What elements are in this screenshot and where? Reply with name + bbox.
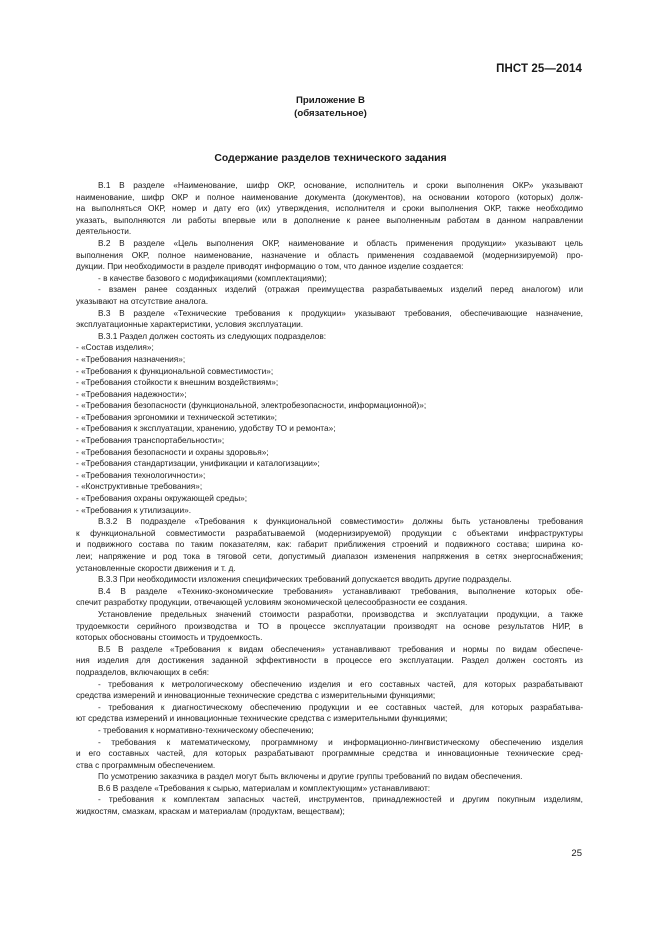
section-title: Содержание разделов технического задания (214, 153, 447, 164)
document-body (76, 180, 583, 818)
text-line: жидкостям, смазкам, краскам и материалам (продуктам, веществам); (76, 806, 345, 817)
page-number: 25 (571, 848, 582, 859)
text-line: По усмотрению заказчика в раздел могут быть включены и другие группы требований по видам обеспечения. (98, 771, 523, 782)
text-line: В.5 В разделе «Требования к видам обеспечения» устанавливают требования и нормы по видам обеспече- (98, 643, 583, 654)
text-line: эксплуатационные характеристики, условия эксплуатации. (76, 319, 304, 330)
text-line: В.1 В разделе «Наименование, шифр ОКР, основание, исполнитель и сроки выполнения ОКР» указывают (98, 180, 583, 190)
text-line: Установление предельных значений стоимости разработки, производства и эксплуатации продукции, а также (98, 608, 583, 619)
text-line: дукции. При необходимости в разделе приводят информацию о том, что данное изделие создается: (76, 261, 464, 272)
text-line: В.3.3 При необходимости изложения специфических требований допускается вводить другие подразделы. (98, 574, 512, 585)
text-line: - «Требования транспортабельности»; (76, 435, 225, 446)
text-line: на выполняться ОКР, номер и дату его (их) утверждения, исполнителя и сроки выполнения ОКР, также необходимо (76, 203, 583, 214)
text-line: которых обоснованы стоимость и трудоемкость. (76, 632, 263, 643)
text-line: - «Конструктивные требования»; (76, 481, 203, 492)
text-line: подразделов, включающих в себя: (76, 666, 210, 677)
text-line: - требования к метрологическому обеспечению изделия и его составных частей, для которых разрабатывают (98, 678, 583, 689)
text-line: указать, выполняются ли работы впервые или в дополнение к ранее выполненным работам в данном направлении (76, 214, 583, 225)
text-line: к функциональной совместимости разрабатываемой (модернизируемой) продукции с объектами инфраструктуры (76, 527, 583, 538)
text-line: - «Требования назначения»; (76, 353, 186, 364)
text-line: - требования к комплектам запасных частей, инструментов, принадлежностей и другим покупным изделиям, (98, 794, 583, 805)
text-line: - «Требования стойкости к внешним воздействиям»; (76, 377, 279, 388)
text-line: - «Требования надежности»; (76, 388, 187, 399)
text-line: выполнения ОКР, полное наименование, назначение и область применения создаваемой (модернизируемой) про- (76, 249, 583, 260)
text-line: - «Требования безопасности и охраны здоровья»; (76, 446, 269, 457)
text-line: - в качестве базового с модификациями (комплектациями); (98, 272, 327, 283)
text-line: леи; напряжение и род тока в тяговой сети, допустимый диапазон изменения напряжения в сетях энергоснабжения; (76, 551, 583, 561)
text-line: - «Требования технологичности»; (76, 469, 206, 480)
text-line: - требования к диагностическому обеспечению продукции и ее составных частей, для которых разрабатыва- (98, 701, 583, 712)
text-line: В.3.1 Раздел должен состоять из следующих подразделов: (98, 330, 327, 341)
text-line: и его составных частей, для которых разрабатывают программные средства и инновационные технические сред- (76, 748, 583, 759)
appendix-label: Приложение В (296, 95, 365, 106)
text-line: В.6 В разделе «Требования к сырью, материалам и комплектующим» устанавливают: (98, 782, 431, 793)
text-line: ния изделия для достижения заданной эффективности в процессе его эксплуатации. Раздел должен состоять из (76, 655, 583, 666)
text-line: В.4 В разделе «Технико-экономические требования» устанавливают требования, выполнение которых обе- (98, 585, 583, 596)
text-line: спечит разработку продукции, отвечающей условиям экономической целесообразности ее создания. (76, 597, 468, 608)
appendix-heading (0, 94, 661, 120)
text-line: средства измерений и инновационные технические средства с измерительными функциями; (76, 690, 436, 701)
text-line: установленные скорости движения и т. д. (76, 562, 236, 573)
text-line: деятельности. (76, 226, 132, 237)
text-line: - взамен ранее созданных изделий (отражая преимущества разрабатываемых изделий перед аналогом) или (98, 284, 583, 295)
appendix-status: (обязательное) (294, 108, 367, 119)
text-line: - «Требования к утилизации». (76, 504, 192, 515)
text-line: - «Требования стандартизации, унификации и каталогизации»; (76, 458, 320, 469)
text-line: В.2 В разделе «Цель выполнения ОКР, наименование и область применения продукции» указывают цель (98, 237, 583, 248)
text-line: трудоемкости серийного производства и ТО в процессе эксплуатации производят на основе результатов НИР, в (76, 620, 583, 631)
text-line: наименование, шифр ОКР и полное наименование документа (документов), на основании которого (которых) долж- (76, 191, 583, 202)
text-line: - «Требования эргономики и технической эстетики»; (76, 411, 277, 422)
text-line: - требования к нормативно-техническому обеспечению; (98, 724, 314, 735)
text-line: - «Состав изделия»; (76, 342, 154, 353)
text-line: ства с программным обеспечением. (76, 759, 216, 770)
text-line: - «Требования безопасности (функциональной, электробезопасности, информационной)»; (76, 400, 427, 411)
text-line: В.3.2 В подразделе «Требования к функциональной совместимости» должны быть установлены требования (98, 516, 583, 527)
text-line: ют средства измерений и инновационные технические средства с измерительными функциями; (76, 713, 448, 724)
text-line: - требования к математическому, программному и информационно-лингвистическому обеспечению изделия (98, 736, 583, 747)
text-line: и подвижного состава по таким показателям, как: габарит приближения строений и подвижного состава; ширина ко- (76, 539, 583, 550)
text-line: В.3 В разделе «Технические требования к продукции» указывают требования, обеспечивающие назначение, (98, 307, 583, 318)
text-line: указывают на отсутствие аналога. (76, 295, 209, 306)
text-line: - «Требования к эксплуатации, хранению, удобству ТО и ремонта»; (76, 423, 336, 434)
text-line: - «Требования к функциональной совместимости»; (76, 365, 274, 376)
standard-code: ПНСТ 25—2014 (496, 63, 582, 75)
text-line: - «Требования охраны окружающей среды»; (76, 493, 248, 504)
